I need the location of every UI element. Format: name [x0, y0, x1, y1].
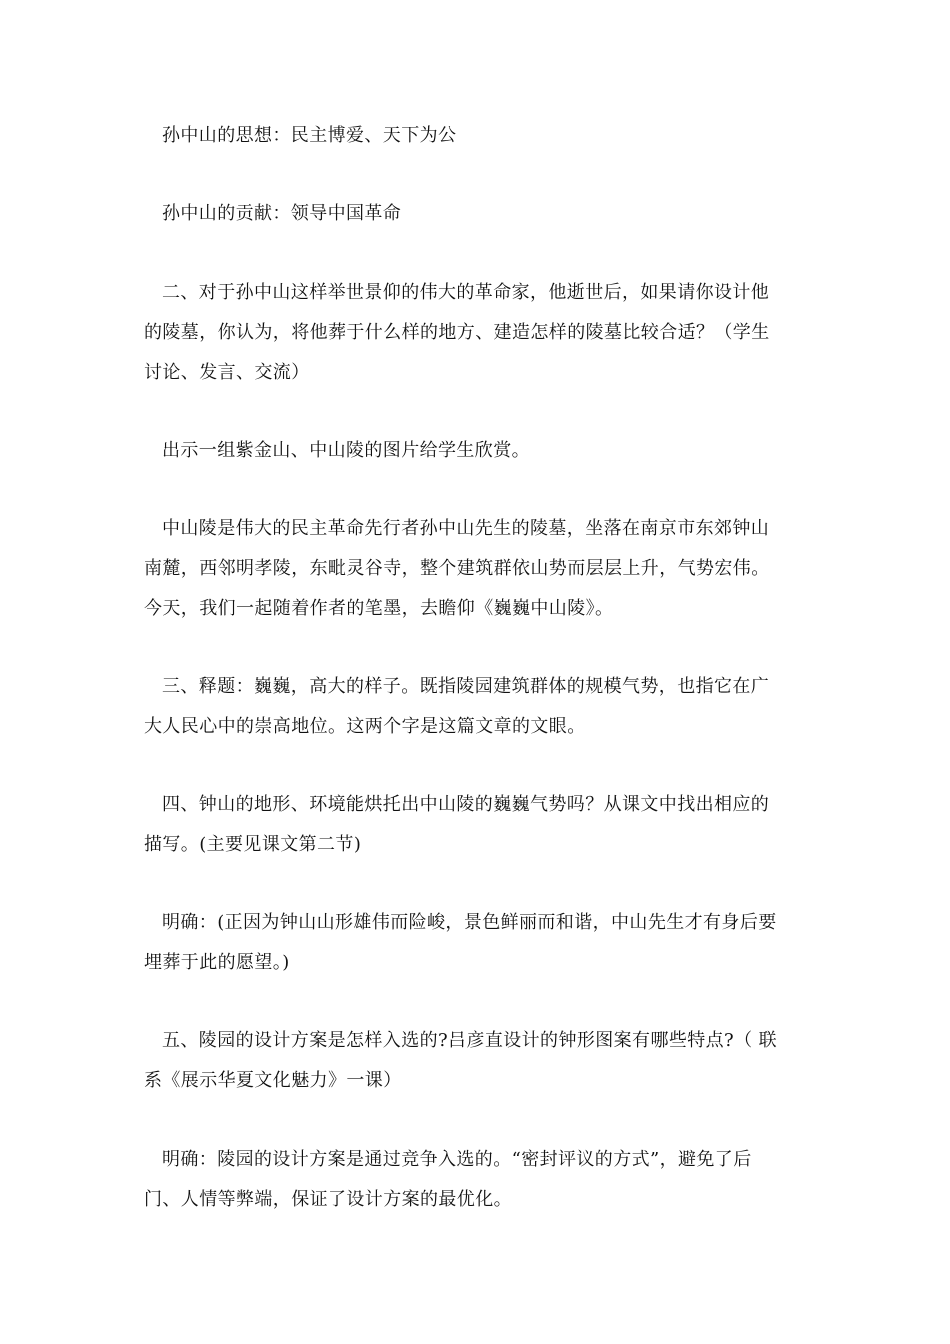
text-line: 门、人情等弊端，保证了设计方案的最优化。 [144, 1189, 512, 1210]
text-line: 大人民心中的崇高地位。这两个字是这篇文章的文眼。 [144, 716, 586, 737]
text-line: 描写。(主要见课文第二节) [144, 834, 362, 855]
text-line: 二、对于孙中山这样举世景仰的伟大的革命家，他逝世后，如果请你设计他 [162, 282, 770, 303]
paragraph-section-4 [144, 785, 809, 865]
paragraph-section-5 [144, 1021, 809, 1101]
paragraph-clarify-1 [144, 903, 809, 983]
text-line: 系《展示华夏文化魅力》一课） [144, 1070, 402, 1091]
paragraph-intro-mausoleum [144, 509, 809, 629]
paragraph-section-2 [144, 273, 809, 393]
paragraph-contribution [144, 194, 809, 234]
paragraph-show-pictures [144, 431, 809, 471]
text-line: 三、释题：巍巍，高大的样子。既指陵园建筑群体的规模气势，也指它在广 [162, 676, 770, 697]
text-line: 孙中山的贡献：领导中国革命 [162, 203, 402, 224]
text-line: 的陵墓，你认为，将他葬于什么样的地方、建造怎样的陵墓比较合适？（学生 [144, 322, 770, 343]
text-line: 孙中山的思想：民主博爱、天下为公 [162, 125, 457, 146]
text-line: 南麓，西邻明孝陵，东毗灵谷寺，整个建筑群依山势而层层上升，气势宏伟。 [144, 558, 770, 579]
paragraph-section-3 [144, 667, 809, 747]
text-line: 讨论、发言、交流） [144, 362, 310, 383]
text-line: 出示一组紫金山、中山陵的图片给学生欣赏。 [162, 440, 530, 461]
text-line: 明确：陵园的设计方案是通过竞争入选的。“密封评议的方式”，避免了后 [162, 1149, 752, 1170]
text-line: 今天，我们一起随着作者的笔墨，去瞻仰《巍巍中山陵》。 [144, 598, 614, 619]
text-line: 四、钟山的地形、环境能烘托出中山陵的巍巍气势吗？从课文中找出相应的 [162, 794, 770, 815]
text-line: 明确：(正因为钟山山形雄伟而险峻，景色鲜丽而和谐，中山先生才有身后要 [162, 912, 777, 933]
text-line: 中山陵是伟大的民主革命先行者孙中山先生的陵墓，坐落在南京市东郊钟山 [162, 518, 770, 539]
text-line: 五、陵园的设计方案是怎样入选的?吕彦直设计的钟形图案有哪些特点?（ 联 [162, 1030, 778, 1051]
paragraph-thought [144, 116, 809, 156]
paragraph-clarify-2 [144, 1140, 809, 1220]
text-line: 埋葬于此的愿望。) [144, 952, 290, 973]
